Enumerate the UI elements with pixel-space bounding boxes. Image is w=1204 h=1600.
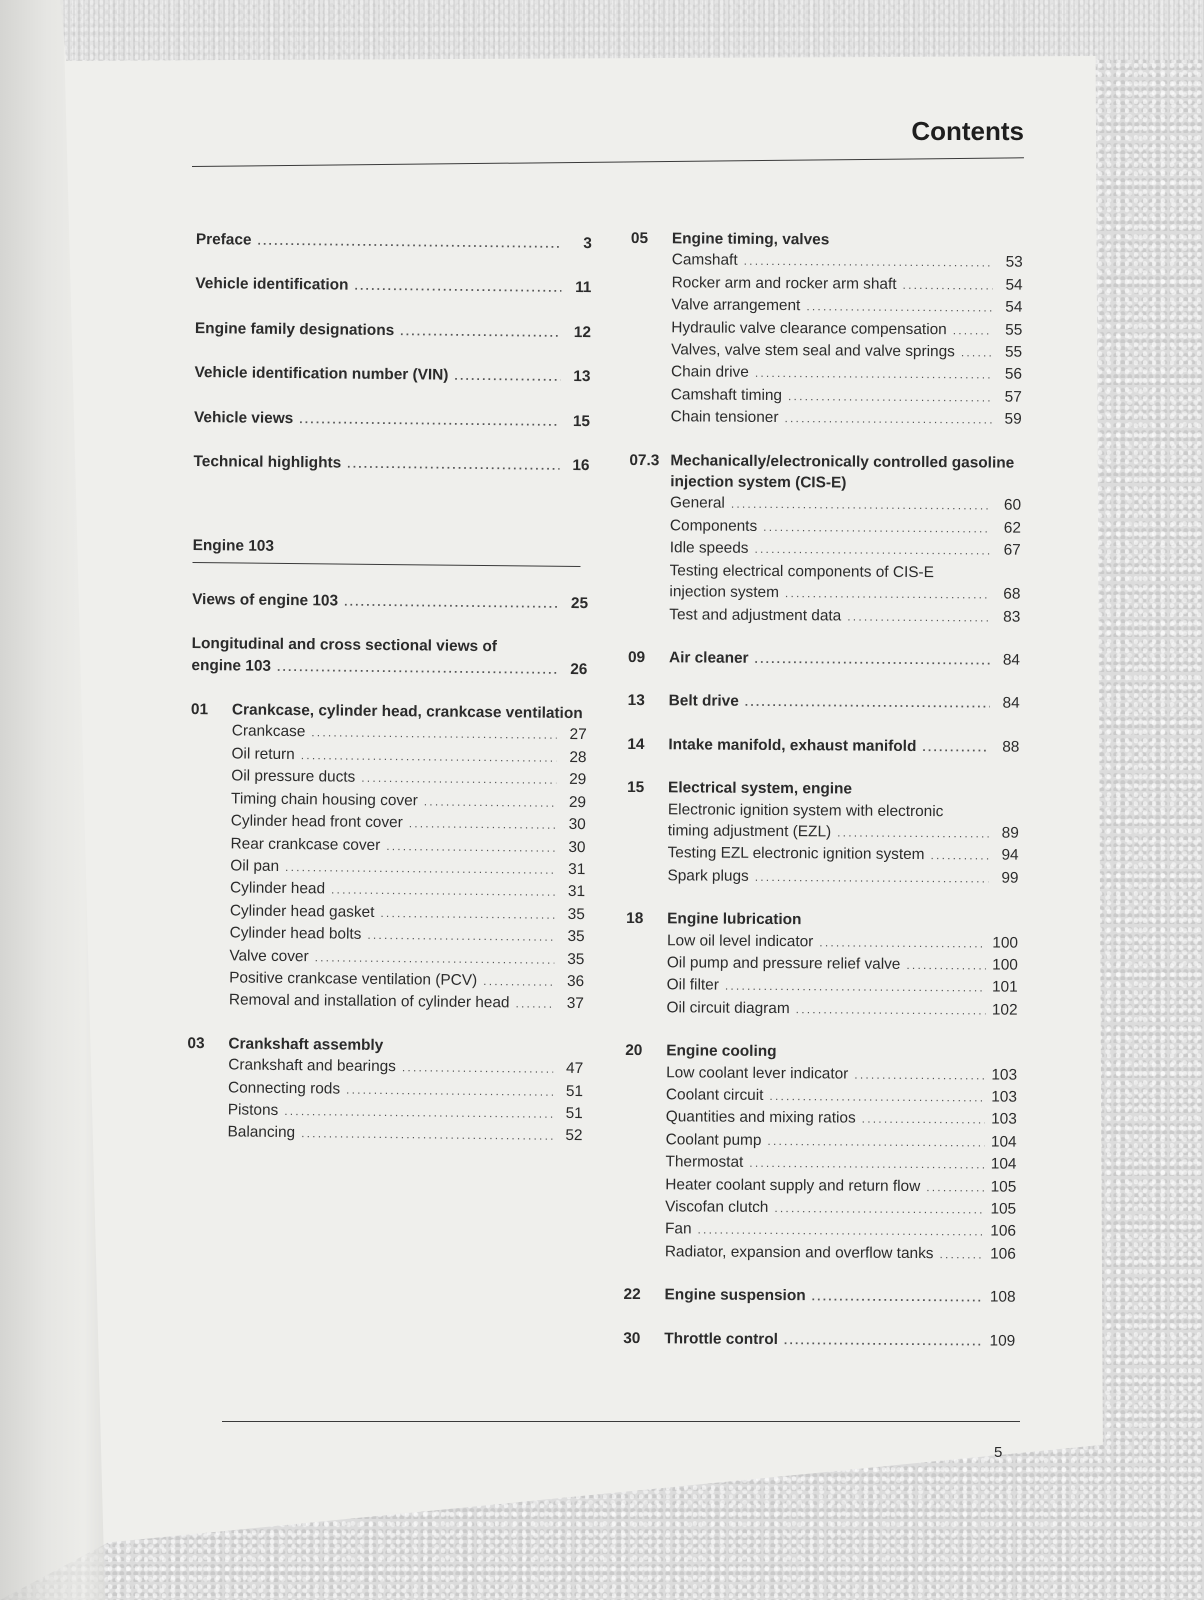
leader-dots xyxy=(961,342,992,364)
toc-entry-label: Heater coolant supply and return flow xyxy=(665,1175,921,1195)
toc-entry-page: 13 xyxy=(573,368,591,386)
toc-entry-page: 35 xyxy=(567,905,585,923)
toc-entry-page: 36 xyxy=(566,972,585,991)
toc-entry-label: Coolant pump xyxy=(665,1131,762,1149)
toc-entry-label: Pistons xyxy=(227,1101,279,1119)
section-number: 18 xyxy=(626,910,644,928)
section-items xyxy=(624,1062,1017,1266)
section-items xyxy=(626,842,1018,890)
leader-dots xyxy=(788,386,992,409)
toc-entry-label: Valve arrangement xyxy=(671,296,801,315)
toc-entry-label: Testing EZL electronic ignition system xyxy=(667,844,925,864)
toc-entry-page: 53 xyxy=(1005,254,1023,272)
toc-entry-page: 12 xyxy=(573,323,592,341)
toc-section-15 xyxy=(626,777,1019,890)
toc-entry-label: Oil circuit diagram xyxy=(666,999,790,1017)
leader-dots xyxy=(409,813,556,836)
leader-dots xyxy=(902,275,992,297)
toc-entry-page: 27 xyxy=(569,726,587,744)
toc-entry-page: 100 xyxy=(992,934,1019,952)
section-number: 22 xyxy=(623,1286,641,1304)
toc-entry[interactable] xyxy=(671,407,1022,432)
leader-dots xyxy=(386,836,556,859)
toc-entry[interactable] xyxy=(665,1241,1016,1266)
section-items xyxy=(186,1054,583,1148)
toc-entry-page: 16 xyxy=(572,456,590,475)
toc-entry-label: Engine family designations xyxy=(194,319,395,339)
toc-entry-label: Oil pressure ducts xyxy=(231,767,356,786)
section-title[interactable]: Crankshaft assembly xyxy=(228,1035,384,1054)
leader-dots xyxy=(926,1177,985,1199)
section-items xyxy=(630,249,1023,431)
toc-entry-label: Fan xyxy=(664,1220,692,1238)
toc-entry-page: 104 xyxy=(990,1133,1017,1151)
toc-entry[interactable] xyxy=(667,952,1018,977)
toc-entry-page: 105 xyxy=(990,1178,1017,1196)
toc-entry[interactable] xyxy=(671,362,1022,387)
toc-entry-label: Oil filter xyxy=(666,976,719,995)
toc-entry[interactable] xyxy=(194,362,590,389)
toc-entry-label: Rear crankcase cover xyxy=(230,834,381,854)
toc-entry-label: Technical highlights xyxy=(193,453,342,472)
toc-left-column xyxy=(186,229,592,1169)
toc-section-14[interactable] xyxy=(627,734,1019,759)
toc-entry[interactable] xyxy=(667,975,1018,1000)
toc-entry-page: 57 xyxy=(1004,388,1022,406)
toc-entry-label: Quantities and mixing ratios xyxy=(665,1108,856,1127)
toc-section-09[interactable] xyxy=(628,647,1020,672)
toc-entry-label: Thermostat xyxy=(665,1153,744,1172)
leader-dots xyxy=(361,768,556,791)
toc-entry[interactable] xyxy=(666,1084,1017,1109)
toc-entry-label: Preface xyxy=(195,230,252,249)
toc-entry-page: 25 xyxy=(570,594,589,612)
section-title[interactable]: Engine lubrication xyxy=(667,910,802,929)
toc-entry[interactable] xyxy=(667,930,1018,955)
leader-dots xyxy=(847,606,990,628)
section-title: Air cleaner xyxy=(668,649,749,667)
leader-dots xyxy=(515,994,554,1016)
toc-entry-page: 54 xyxy=(1005,298,1023,316)
section-number: 07.3 xyxy=(629,451,660,469)
toc-entry-label: Spark plugs xyxy=(667,867,749,885)
section-number: 09 xyxy=(627,648,646,667)
toc-entry-label: Chain tensioner xyxy=(670,408,779,427)
leader-dots xyxy=(755,363,992,386)
toc-entry-label: Viscofan clutch xyxy=(665,1198,769,1217)
section-title[interactable]: Engine timing, valves xyxy=(671,230,830,249)
toc-section-03 xyxy=(186,1033,583,1148)
toc-entry[interactable] xyxy=(194,407,590,434)
toc-entry-label: Test and adjustment data xyxy=(669,605,842,624)
toc-entry-label: Cylinder head xyxy=(230,879,326,898)
toc-entry-page: 100 xyxy=(992,956,1018,974)
toc-entry-label: Coolant circuit xyxy=(665,1086,764,1104)
toc-entry[interactable] xyxy=(666,997,1017,1022)
toc-section-18 xyxy=(625,908,1018,1022)
section-title[interactable]: Mechanically/electronically controlled gasoline injection system (CIS-E) xyxy=(670,451,1015,492)
toc-entry[interactable] xyxy=(669,604,1020,629)
leader-dots xyxy=(862,1109,986,1131)
toc-entry-page: 15 xyxy=(572,412,591,430)
section-title: Belt drive xyxy=(668,692,739,711)
toc-entry[interactable] xyxy=(195,273,591,300)
toc-entry[interactable] xyxy=(666,1062,1017,1087)
toc-entry-page: 11 xyxy=(575,279,592,297)
leader-dots xyxy=(285,857,555,881)
toc-entry-page: 31 xyxy=(568,860,586,879)
toc-entry-views-of-engine[interactable] xyxy=(192,589,588,616)
toc-entry-label: Views of engine 103 xyxy=(192,590,339,610)
toc-entry-label: Camshaft xyxy=(671,251,738,270)
leader-dots xyxy=(744,251,993,274)
toc-entry-page: 51 xyxy=(565,1104,583,1123)
toc-entry[interactable] xyxy=(671,317,1022,342)
toc-entry[interactable] xyxy=(671,295,1022,320)
toc-entry[interactable] xyxy=(666,1107,1017,1132)
toc-entry-label: Timing chain housing cover xyxy=(230,790,418,810)
toc-entry-page: 30 xyxy=(568,816,586,834)
section-number: 05 xyxy=(630,229,649,248)
leader-dots xyxy=(697,1220,984,1243)
toc-entry-page: 83 xyxy=(1003,608,1021,626)
toc-entry-page: 28 xyxy=(569,748,587,766)
toc-entry-page: 102 xyxy=(991,1001,1018,1019)
toc-entry-label: Camshaft timing xyxy=(670,386,783,404)
toc-entry-page: 30 xyxy=(568,838,586,856)
toc-entry-page: 54 xyxy=(1005,276,1023,294)
toc-section-05 xyxy=(630,228,1023,431)
engine-section-header: Engine 103 xyxy=(192,537,275,556)
toc-entry-page: 84 xyxy=(1002,651,1021,669)
toc-entry[interactable] xyxy=(672,272,1023,297)
toc-entry[interactable] xyxy=(195,318,591,345)
toc-entry-page: 55 xyxy=(1005,321,1023,339)
section-title: Intake manifold, exhaust manifold xyxy=(668,735,917,755)
leader-dots xyxy=(301,745,557,769)
toc-entry-label: General xyxy=(670,494,725,513)
toc-entry-page: 62 xyxy=(1003,519,1021,537)
section-number: 13 xyxy=(627,692,645,710)
leader-dots xyxy=(767,1131,985,1154)
toc-entry[interactable] xyxy=(672,250,1023,275)
toc-entry[interactable] xyxy=(227,1122,582,1148)
toc-section-30[interactable] xyxy=(623,1328,1015,1353)
toc-section-13[interactable] xyxy=(628,690,1020,715)
leader-dots xyxy=(755,867,989,890)
leader-dots xyxy=(284,1101,553,1125)
toc-entry-label: Vehicle views xyxy=(193,408,294,427)
leader-dots xyxy=(854,1064,985,1086)
toc-front-matter xyxy=(193,229,592,478)
leader-dots xyxy=(749,1153,985,1176)
toc-entry-page: 101 xyxy=(991,978,1018,997)
toc-entry-label: Removal and installation of cylinder head xyxy=(228,991,510,1012)
toc-section-07-3 xyxy=(628,450,1021,629)
leader-dots xyxy=(454,366,560,389)
leader-dots xyxy=(819,932,986,955)
toc-entry-label: Cylinder head bolts xyxy=(229,924,362,943)
leader-dots xyxy=(257,231,562,256)
toc-entry-page: 99 xyxy=(1001,869,1019,887)
toc-entry[interactable] xyxy=(196,229,592,256)
toc-section-20 xyxy=(624,1040,1018,1266)
toc-entry-page: 59 xyxy=(1004,410,1022,428)
toc-section-01 xyxy=(188,699,587,1016)
leader-dots xyxy=(331,880,555,904)
toc-entry-page: 109 xyxy=(989,1332,1016,1350)
toc-entry[interactable] xyxy=(671,339,1022,364)
toc-entry-page: 104 xyxy=(990,1155,1017,1173)
toc-entry-label-line1[interactable]: Testing electrical components of CIS-E xyxy=(669,561,934,581)
toc-entry-label: Valves, valve stem seal and valve springs xyxy=(671,341,955,361)
toc-entry-page: 106 xyxy=(990,1222,1017,1241)
toc-entry[interactable] xyxy=(665,1151,1016,1176)
leader-dots xyxy=(380,903,555,926)
leader-dots xyxy=(754,649,990,672)
toc-entry-label-line1: Longitudinal and cross sectional views of xyxy=(191,635,498,656)
toc-entry[interactable] xyxy=(670,515,1021,540)
toc-entry-label: Chain drive xyxy=(670,363,749,382)
leader-dots xyxy=(796,999,986,1022)
toc-entry-page: 60 xyxy=(1003,497,1022,515)
leader-dots xyxy=(774,1198,984,1221)
toc-entry-label: Crankshaft and bearings xyxy=(228,1056,397,1076)
section-title: Throttle control xyxy=(664,1329,779,1348)
toc-entry-page: 56 xyxy=(1004,366,1023,384)
toc-entry-label: Positive crankcase ventilation (PCV) xyxy=(229,969,478,989)
toc-entry-label: Cylinder head front cover xyxy=(230,812,403,832)
leader-dots xyxy=(785,583,991,606)
toc-entry-label-line2: engine 103 xyxy=(191,656,272,675)
section-number: 20 xyxy=(625,1042,643,1060)
toc-entry-label: Balancing xyxy=(227,1123,296,1142)
toc-entry-page: 68 xyxy=(1003,585,1021,603)
toc-entry-label: Connecting rods xyxy=(227,1078,341,1098)
toc-entry[interactable] xyxy=(671,384,1022,409)
toc-entry[interactable] xyxy=(665,1196,1016,1221)
leader-dots xyxy=(930,845,988,867)
section-number: 30 xyxy=(623,1329,641,1347)
section-title[interactable]: Crankcase, cylinder head, crankcase ventilation xyxy=(231,701,583,723)
leader-dots xyxy=(731,494,991,517)
toc-entry-page: 47 xyxy=(566,1060,584,1078)
toc-entry-label: Vehicle identification number (VIN) xyxy=(194,364,449,384)
leader-dots xyxy=(483,971,554,993)
towel-background xyxy=(0,0,1204,60)
toc-entry-page: 105 xyxy=(990,1200,1017,1218)
toc-entry-label: Idle speeds xyxy=(669,539,749,558)
toc-entry-label: Rocker arm and rocker arm shaft xyxy=(671,274,897,293)
toc-entry-page: 89 xyxy=(1001,824,1019,842)
leader-dots xyxy=(347,454,560,478)
leader-dots xyxy=(725,976,986,999)
leader-dots xyxy=(953,320,993,342)
leader-dots xyxy=(346,1079,553,1103)
leader-dots xyxy=(402,1057,554,1080)
toc-entry[interactable] xyxy=(665,1174,1016,1199)
toc-entry-page: 84 xyxy=(1002,694,1020,713)
toc-entry-label: Oil pump and pressure relief valve xyxy=(666,954,901,973)
leader-dots xyxy=(277,657,558,681)
toc-entry-label: Oil pan xyxy=(230,857,280,875)
toc-entry-label: Hydraulic valve clearance compensation xyxy=(671,318,947,338)
toc-entry-label: Low coolant lever indicator xyxy=(666,1063,849,1083)
footer-rule xyxy=(222,1421,1020,1422)
page-title: Contents xyxy=(911,116,1024,146)
toc-entry-page: 103 xyxy=(991,1110,1017,1129)
toc-entry-page: 37 xyxy=(566,995,584,1013)
leader-dots xyxy=(424,791,556,814)
toc-entry[interactable] xyxy=(229,990,584,1016)
toc-entry-page: 29 xyxy=(569,771,587,789)
toc-entry-page: 51 xyxy=(565,1082,584,1100)
section-items xyxy=(629,492,1021,562)
toc-entry-page: 108 xyxy=(989,1288,1016,1306)
section-number: 03 xyxy=(187,1034,205,1052)
leader-dots xyxy=(939,1244,984,1266)
leader-dots xyxy=(344,591,558,615)
leader-dots xyxy=(301,1124,553,1148)
toc-entry-label: Oil return xyxy=(231,745,295,763)
leader-dots xyxy=(400,321,561,344)
leader-dots xyxy=(763,517,991,540)
toc-entry[interactable] xyxy=(668,843,1019,868)
section-title[interactable]: Engine cooling xyxy=(666,1042,777,1061)
toc-entry-label-line1[interactable]: Electronic ignition system with electronic xyxy=(667,800,944,820)
section-items xyxy=(188,720,587,1015)
page-number: 5 xyxy=(994,1444,1003,1461)
toc-entry-page: 67 xyxy=(1003,541,1021,560)
toc-entry-label-line2[interactable]: injection system xyxy=(669,583,780,602)
toc-entry-page: 29 xyxy=(568,793,587,811)
toc-entry-label: Components xyxy=(669,517,758,535)
leader-dots xyxy=(806,296,992,319)
leader-dots xyxy=(784,1330,984,1353)
leader-dots xyxy=(354,276,561,300)
toc-entry-page: 55 xyxy=(1004,343,1023,361)
leader-dots xyxy=(299,409,560,433)
toc-right-column xyxy=(623,228,1023,1374)
toc-entry-page: 52 xyxy=(565,1127,583,1145)
toc-entry-label: Crankcase xyxy=(231,722,306,741)
toc-entry-label: Vehicle identification xyxy=(195,275,349,295)
toc-entry-label: Valve cover xyxy=(229,946,309,965)
section-number: 01 xyxy=(190,701,209,719)
toc-entry[interactable] xyxy=(193,451,589,478)
leader-dots xyxy=(745,692,990,715)
toc-entry-page: 3 xyxy=(583,235,592,253)
toc-entry-label: Low oil level indicator xyxy=(666,931,814,950)
section-title: Engine suspension xyxy=(664,1286,806,1305)
section-number: 14 xyxy=(627,735,645,753)
leader-dots xyxy=(315,947,555,971)
engine-section-rule xyxy=(193,562,581,567)
toc-entry-page: 35 xyxy=(567,950,585,968)
toc-entry[interactable] xyxy=(670,538,1021,563)
section-title[interactable]: Electrical system, engine xyxy=(668,779,853,798)
leader-dots xyxy=(367,925,554,948)
section-items xyxy=(625,930,1018,1022)
leader-dots xyxy=(812,1287,984,1310)
toc-entry-page: 103 xyxy=(991,1066,1018,1084)
leader-dots xyxy=(784,408,991,431)
leader-dots xyxy=(769,1086,985,1109)
toc-entry-page: 106 xyxy=(990,1245,1016,1263)
leader-dots xyxy=(311,723,557,747)
toc-entry-page: 88 xyxy=(1002,738,1020,756)
leader-dots xyxy=(754,539,990,562)
toc-entry-label-line2[interactable]: timing adjustment (EZL) xyxy=(667,822,832,841)
toc-entry[interactable] xyxy=(670,493,1021,518)
toc-entry-page: 31 xyxy=(567,883,586,901)
toc-entry-page: 103 xyxy=(991,1088,1018,1106)
toc-entry[interactable] xyxy=(666,1129,1017,1154)
toc-entry[interactable] xyxy=(665,1219,1016,1244)
leader-dots xyxy=(922,737,989,759)
leader-dots xyxy=(837,822,989,844)
leader-dots xyxy=(906,955,986,977)
toc-entry-label: Radiator, expansion and overflow tanks xyxy=(664,1243,934,1262)
toc-entry-page: 26 xyxy=(570,660,588,678)
toc-entry-sectional-views[interactable] xyxy=(191,633,587,681)
section-number: 15 xyxy=(627,779,645,797)
toc-entry[interactable] xyxy=(667,865,1018,890)
toc-entry-label: Cylinder head gasket xyxy=(229,902,375,921)
toc-section-22[interactable] xyxy=(623,1284,1015,1309)
toc-entry-page: 94 xyxy=(1001,846,1019,865)
toc-entry-page: 35 xyxy=(567,928,585,946)
